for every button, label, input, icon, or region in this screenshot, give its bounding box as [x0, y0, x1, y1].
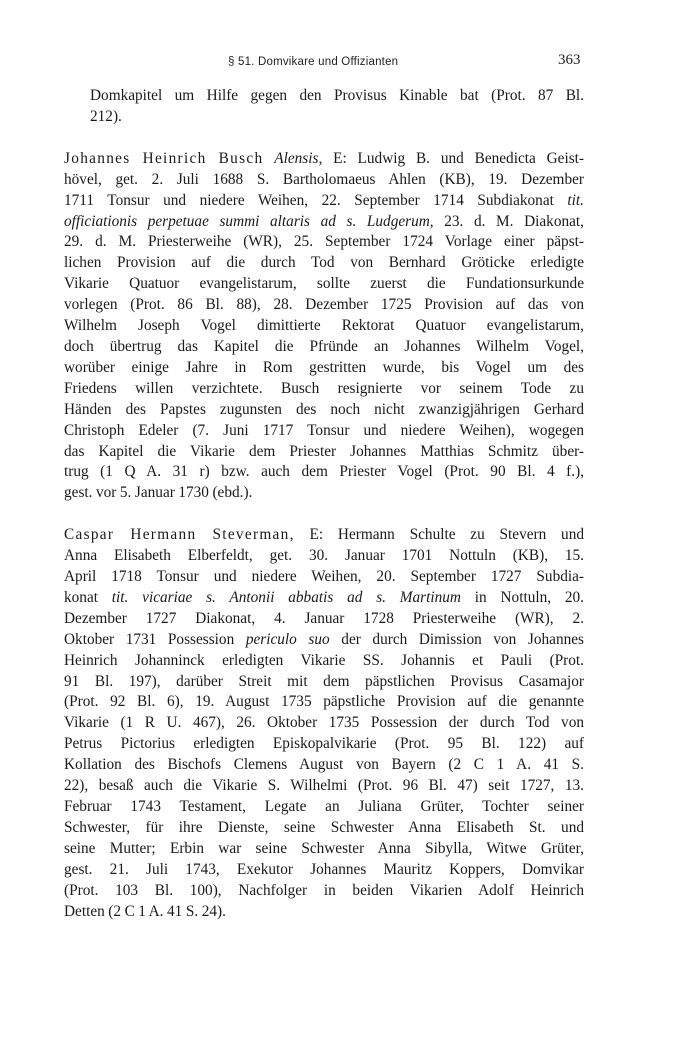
- text-run: Detten (2 C 1 A. 41 S. 24).: [64, 902, 226, 920]
- text-line: [64, 316, 584, 337]
- text-line: [64, 546, 584, 567]
- text-run: 23. d. M. Diakonat,: [433, 212, 584, 230]
- text-line: [64, 630, 584, 651]
- biography-entry: [64, 149, 584, 504]
- text-run: 212).: [90, 107, 122, 125]
- text-run: der durch Dimission von Johannes: [329, 630, 584, 648]
- text-run: Domkapitel um Hilfe gegen den Provisus Kinable bat (Prot. 87 Bl.: [90, 87, 584, 104]
- text-run: lichen Provision auf die durch Tod von Bernhard Gröticke erledigte: [64, 254, 584, 272]
- text-line: [64, 797, 584, 818]
- text-run: Vikarie Quatuor evangelistarum, sollte zuerst die Fundationsurkunde: [64, 275, 584, 293]
- text-run: in Nottuln, 20.: [460, 588, 584, 606]
- text-run: das Kapitel die Vikarie dem Priester Johannes Matthias Schmitz über-: [64, 442, 584, 460]
- text-line: [64, 232, 584, 253]
- text-run: Petrus Pictorius erledigten Episkopalvikarie (Prot. 95 Bl. 122) auf: [64, 735, 584, 753]
- continuation-paragraph: [64, 86, 584, 128]
- text-line: [64, 588, 584, 609]
- text-line: [64, 651, 584, 672]
- text-line: [64, 734, 584, 755]
- text-run: Wilhelm Joseph Vogel dimittierte Rektorat Quatuor evangelistarum,: [64, 317, 584, 335]
- text-line: [64, 776, 584, 797]
- text-line: [90, 107, 584, 128]
- text-run: April 1718 Tonsur und niedere Weihen, 20. September 1727 Subdia-: [64, 568, 584, 586]
- text-run: doch übertrug das Kapitel die Pfründe an Johannes Wilhelm Vogel,: [64, 337, 584, 355]
- biography-entry: [64, 525, 584, 922]
- text-run: E: Hermann Schulte zu Stevern und: [294, 526, 584, 544]
- text-run: gest. 21. Juli 1743, Exekutor Johannes Mauritz Koppers, Domvikar: [64, 860, 584, 878]
- text-run: (Prot. 103 Bl. 100), Nachfolger in beiden Vikarien Adolf Heinrich: [64, 881, 584, 899]
- text-run: Schwester, für ihre Dienste, seine Schwester Anna Elisabeth St. und: [64, 818, 584, 836]
- page-number: 363: [558, 52, 581, 68]
- person-name: Caspar Hermann Steverman,: [64, 526, 295, 544]
- text-line: [64, 421, 584, 442]
- text-line: [64, 902, 584, 923]
- latin-term: tit.: [567, 191, 584, 209]
- text-run: E: Ludwig B. und Benedicta Geist-: [322, 149, 584, 167]
- text-line: [64, 358, 584, 379]
- text-line: [64, 337, 584, 358]
- text-line: [64, 274, 584, 295]
- text-line: [64, 525, 584, 546]
- text-run: worüber einige Jahre in Rom gestritten wurde, bis Vogel um des: [64, 358, 584, 376]
- text-line: [64, 713, 584, 734]
- text-run: Dezember 1727 Diakonat, 4. Januar 1728 Priesterweihe (WR), 2.: [64, 609, 584, 627]
- text-run: 29. d. M. Priesterweihe (WR), 25. September 1724 Vorlage einer päpst-: [64, 233, 584, 251]
- text-line: [64, 379, 584, 400]
- text-line: [64, 253, 584, 274]
- text-line: [64, 818, 584, 839]
- text-line: [64, 483, 584, 504]
- text-run: konat: [64, 588, 112, 606]
- text-run: Christoph Edeler (7. Juni 1717 Tonsur und niedere Weihen), wogegen: [64, 421, 584, 439]
- text-run: gest. vor 5. Januar 1730 (ebd.).: [64, 484, 253, 502]
- latin-term: officiationis perpetuae summi altaris ad s. Ludgerum,: [64, 212, 434, 230]
- text-run: trug (1 Q A. 31 r) bzw. auch dem Priester Vogel (Prot. 90 Bl. 4 f.),: [64, 463, 584, 481]
- text-run: Anna Elisabeth Elberfeldt, get. 30. Januar 1701 Nottuln (KB), 15.: [64, 547, 584, 565]
- text-line: [64, 462, 584, 483]
- text-run: Heinrich Johanninck erledigten Vikarie SS. Johannis et Pauli (Prot.: [64, 651, 584, 669]
- text-run: Kollation des Bischofs Clemens August von Bayern (2 C 1 A. 41 S.: [64, 756, 584, 774]
- text-line: [64, 881, 584, 902]
- text-run: 91 Bl. 197), darüber Streit mit dem päpstlichen Provisus Casamajor: [64, 672, 584, 690]
- text-line: [64, 567, 584, 588]
- text-run: Händen des Papstes zugunsten des noch nicht zwanzigjährigen Gerhard: [64, 400, 584, 418]
- text-run: Oktober 1731 Possession: [64, 630, 246, 648]
- text-line: [64, 692, 584, 713]
- text-line: [64, 400, 584, 421]
- text-run: hövel, get. 2. Juli 1688 S. Bartholomaeus Ahlen (KB), 19. Dezember: [64, 170, 584, 188]
- text-line: [64, 149, 584, 170]
- text-line: [64, 839, 584, 860]
- text-line: [64, 212, 584, 233]
- text-run: Februar 1743 Testament, Legate an Juliana Grüter, Tochter seiner: [64, 798, 584, 815]
- person-name: Johannes Heinrich Busch: [64, 149, 264, 167]
- text-run: 22), besaß auch die Vikarie S. Wilhelmi (Prot. 96 Bl. 47) seit 1727, 13.: [64, 777, 584, 795]
- text-run: 1711 Tonsur und niedere Weihen, 22. September 1714 Subdiakonat: [64, 191, 568, 209]
- text-line: [64, 609, 584, 630]
- text-run: (Prot. 92 Bl. 6), 19. August 1735 päpstliche Provision auf die genannte: [64, 693, 584, 711]
- text-run: [263, 150, 274, 167]
- text-run: vorlegen (Prot. 86 Bl. 88), 28. Dezember 1725 Provision auf das von: [64, 296, 584, 314]
- running-title: § 51. Domvikare und Offizianten: [228, 56, 399, 68]
- text-line: [90, 86, 584, 107]
- text-line: [64, 672, 584, 693]
- text-line: [64, 191, 584, 212]
- text-line: [64, 295, 584, 316]
- latin-term: periculo suo: [245, 630, 330, 648]
- text-line: [64, 170, 584, 191]
- text-run: Friedens willen verzichtete. Busch resignierte vor seinem Tode zu: [64, 379, 584, 397]
- text-line: [64, 860, 584, 881]
- running-head: [0, 52, 700, 76]
- text-line: [64, 442, 584, 463]
- text-line: [64, 755, 584, 776]
- text-run: seine Mutter; Erbin war seine Schwester Anna Sibylla, Witwe Grüter,: [64, 839, 584, 857]
- text-run: Vikarie (1 R U. 467), 26. Oktober 1735 Possession der durch Tod von: [64, 714, 584, 732]
- latin-term: tit. vicariae s. Antonii abbatis ad s. Martinum: [111, 588, 461, 606]
- latin-term: Alensis,: [274, 149, 323, 167]
- page-body: [64, 86, 584, 922]
